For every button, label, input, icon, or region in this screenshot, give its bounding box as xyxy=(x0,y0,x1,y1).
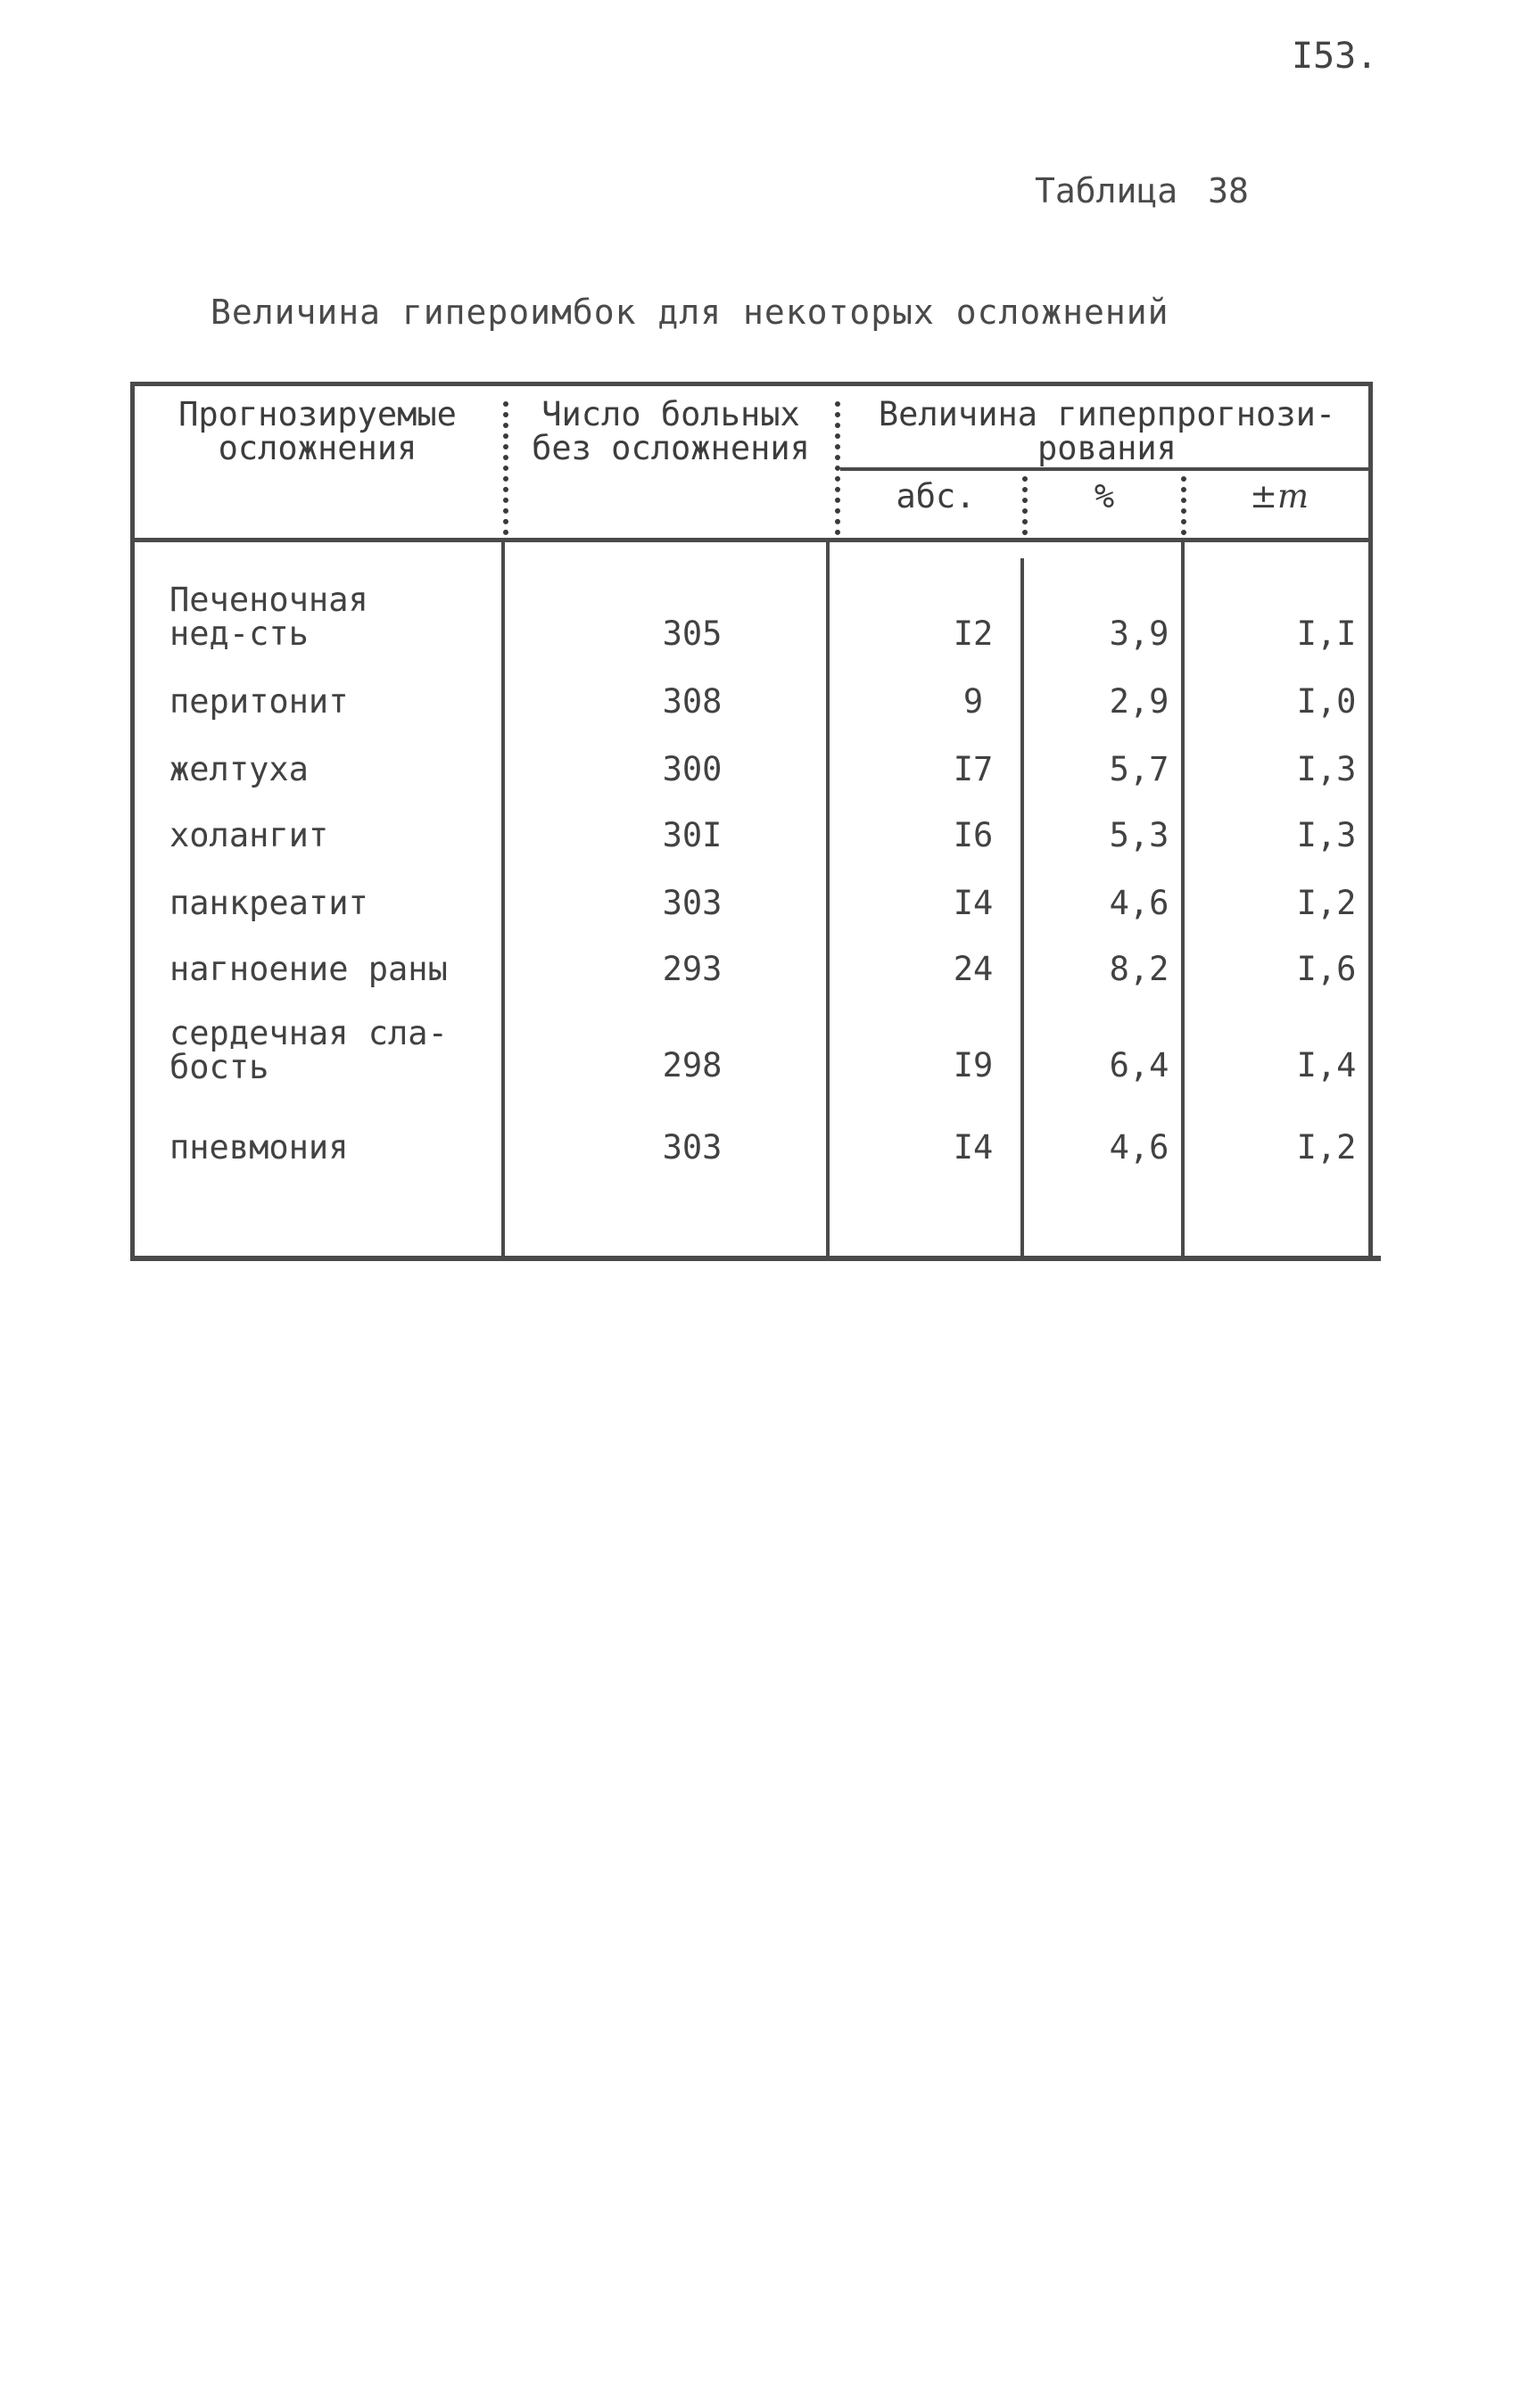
table-top-rule xyxy=(130,382,1370,386)
header-sub-pm xyxy=(1192,477,1367,515)
body-column-rule-1 xyxy=(501,540,505,1259)
row1-name xyxy=(169,583,500,651)
row4-pm: I,3 xyxy=(1296,816,1357,854)
row3-abs: I7 xyxy=(953,750,994,788)
header-sub-pm-sign: ± xyxy=(1249,477,1277,515)
header-col1 xyxy=(148,395,487,467)
header-col1-line1: Прогнозируемые xyxy=(178,395,457,433)
row8-abs: I4 xyxy=(953,1128,994,1167)
row2-abs: 9 xyxy=(962,682,984,721)
row6-pm: I,6 xyxy=(1296,950,1357,988)
row8-pm: I,2 xyxy=(1296,1128,1357,1167)
table-bottom-rule xyxy=(130,1256,1381,1261)
row1-pm: I,I xyxy=(1296,614,1357,653)
row1-name-line2: нед-сть xyxy=(169,614,309,653)
row3-name: желтуха xyxy=(169,750,309,788)
row2-pct: 2,9 xyxy=(1109,682,1169,721)
row7-pct: 6,4 xyxy=(1109,1046,1169,1084)
row2-count: 308 xyxy=(662,682,723,721)
header-col3 xyxy=(844,395,1370,467)
row1-pct: 3,9 xyxy=(1109,614,1169,653)
row8-pct: 4,6 xyxy=(1109,1128,1169,1167)
row4-count: 30I xyxy=(662,816,723,854)
row4-pct: 5,3 xyxy=(1109,816,1169,854)
row6-name: нагноение раны xyxy=(169,950,448,988)
row7-name-line1: сердечная сла- xyxy=(169,1014,448,1052)
body-column-rule-2 xyxy=(826,540,830,1259)
header-separator-3 xyxy=(1022,476,1028,535)
row7-count: 298 xyxy=(662,1046,723,1084)
header-col2-line1: Число больных xyxy=(541,395,800,433)
row5-name: панкреатит xyxy=(169,884,368,922)
row6-pct: 8,2 xyxy=(1109,950,1169,988)
header-col2-line2: без осложнения xyxy=(532,429,810,467)
row8-count: 303 xyxy=(662,1128,723,1167)
header-sub-pct: % xyxy=(1094,477,1115,515)
table-caption: Величина гипероимбок для некоторых осложнений xyxy=(211,293,1169,332)
table-label-number: 38 xyxy=(1208,171,1249,210)
row1-count: 305 xyxy=(662,614,723,653)
row7-name xyxy=(169,1014,500,1086)
table-label xyxy=(1035,171,1249,210)
table-left-border xyxy=(130,382,135,1259)
header-col2 xyxy=(512,395,830,467)
row3-pm: I,3 xyxy=(1296,750,1357,788)
header-sub-abs: абс. xyxy=(896,477,976,515)
page-number: I53. xyxy=(1292,36,1378,77)
row8-name: пневмония xyxy=(169,1128,349,1167)
row1-name-line1: Печеночная xyxy=(169,581,368,619)
row7-pm: I,4 xyxy=(1296,1046,1357,1084)
header-separator-4 xyxy=(1181,476,1186,535)
row7-name-line2: бость xyxy=(169,1048,269,1086)
table-label-word: Таблица xyxy=(1035,171,1178,210)
row5-count: 303 xyxy=(662,884,723,922)
row5-abs: I4 xyxy=(953,884,994,922)
row7-abs: I9 xyxy=(953,1046,994,1084)
row4-abs: I6 xyxy=(953,816,994,854)
header-separator-2 xyxy=(835,401,840,535)
row6-abs: 24 xyxy=(953,950,994,988)
data-table xyxy=(130,382,1367,1259)
header-col3-line1: Величина гиперпрогнози- xyxy=(878,395,1336,433)
row6-count: 293 xyxy=(662,950,723,988)
header-col3-line2: рования xyxy=(1037,429,1177,467)
row5-pm: I,2 xyxy=(1296,884,1357,922)
header-separator-1 xyxy=(503,401,508,535)
row3-count: 300 xyxy=(662,750,723,788)
row4-name: холангит xyxy=(169,816,329,854)
row3-pct: 5,7 xyxy=(1109,750,1169,788)
row5-pct: 4,6 xyxy=(1109,884,1169,922)
header-sub-pm-m: m xyxy=(1276,477,1309,515)
row2-name: перитонит xyxy=(169,682,349,721)
table-subheader-rule xyxy=(840,467,1370,471)
header-col1-line2: осложнения xyxy=(218,429,417,467)
row2-pm: I,0 xyxy=(1296,682,1357,721)
row1-abs: I2 xyxy=(953,614,994,653)
